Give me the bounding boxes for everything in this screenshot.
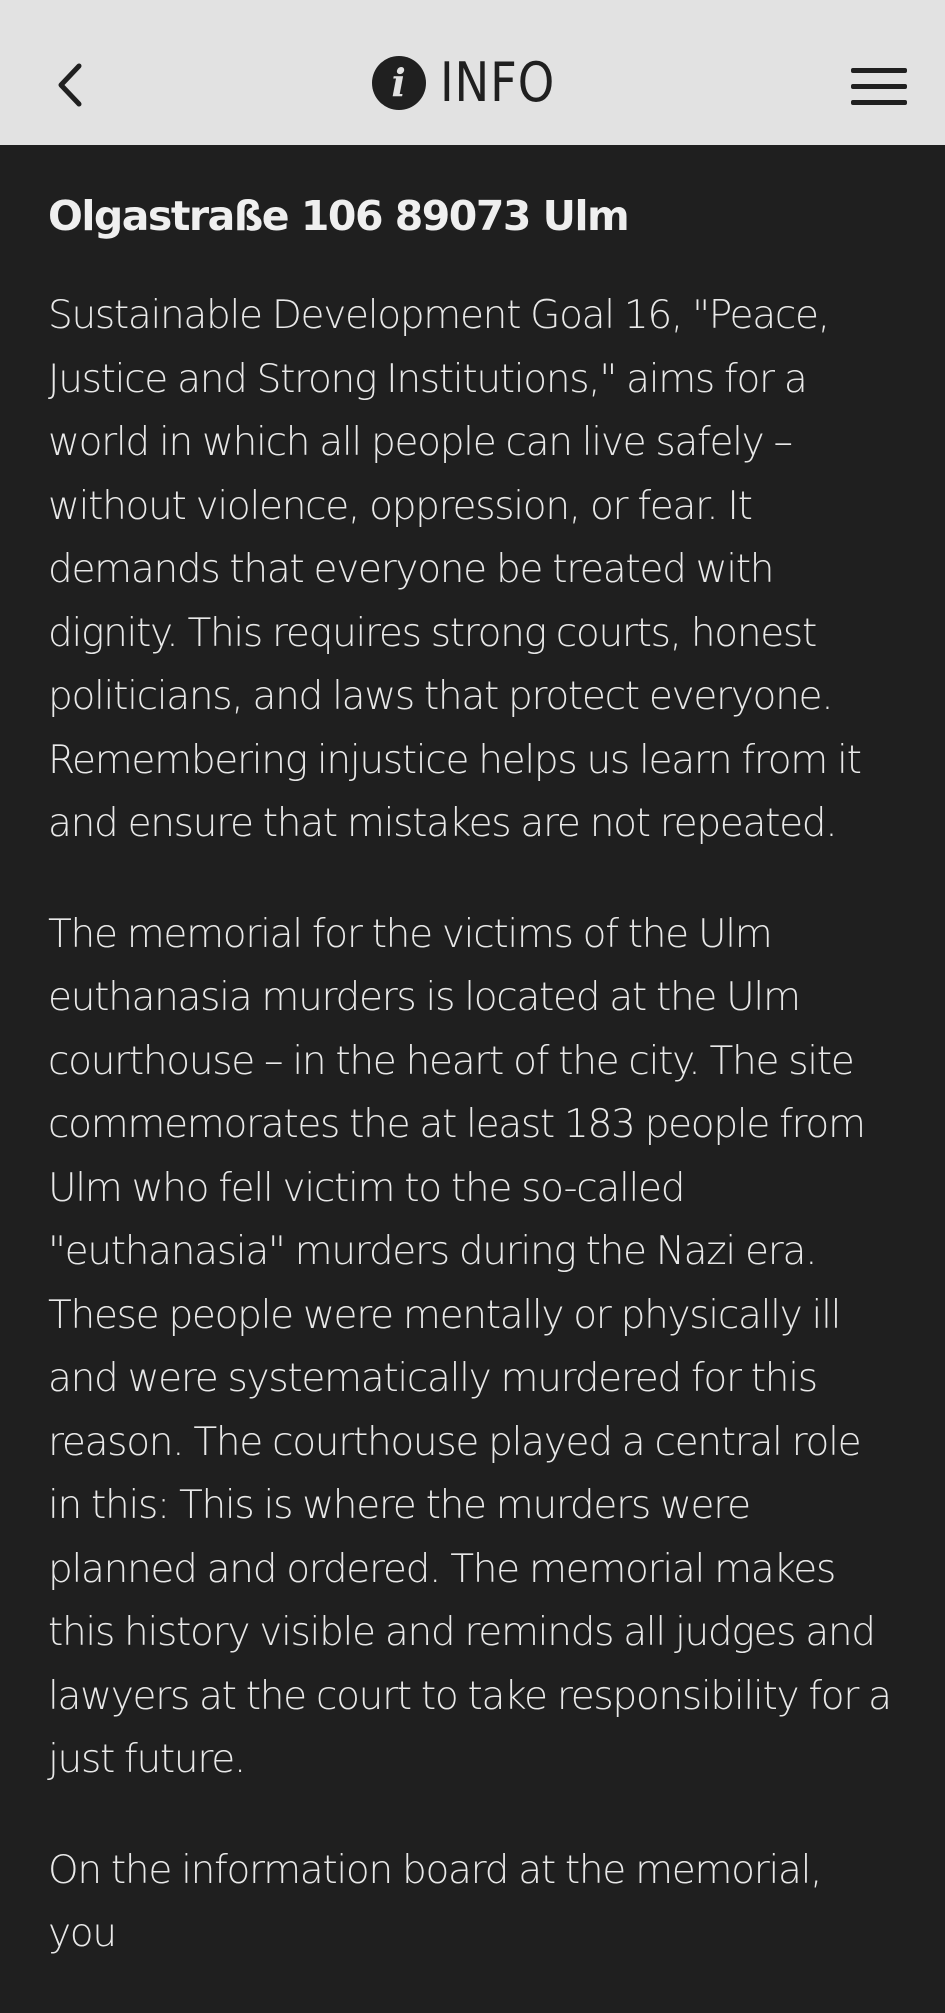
paragraph-memorial: The memorial for the victims of the Ulm euthanasia murders is located at the Ulm courthouse – in the heart of the city. The site commemorates the at least 183 people from Ulm who fell victim to the so-called "euthanasia" murders during the Nazi era. These people were mentally or physically ill and were systematically murdered for this reason. The courthouse played a central role in this: This is where the murders were planned and ordered. The memorial makes this history visible and reminds all judges and lawyers at the court to take responsibility for a just future. <box>48 911 891 1782</box>
menu-button[interactable] <box>851 64 907 108</box>
info-circle-icon: i <box>372 56 426 110</box>
address-heading: Olgastraße 106 89073 Ulm <box>48 192 629 240</box>
paragraph-info-board: On the information board at the memorial, you <box>48 1847 822 1956</box>
hamburger-line <box>851 100 907 105</box>
paragraph-sdg16: Sustainable Development Goal 16, "Peace, Justice and Strong Institutions," aims for a world in which all people can live safely – without violence, oppression, or fear. It demands that everyone be treated with dignity. This requires strong courts, honest politicians, and laws that protect everyone. Remembering injustice helps us learn from it and ensure that mistakes are not repeated. <box>48 293 861 846</box>
hamburger-line <box>851 84 907 89</box>
top-app-bar <box>0 0 945 145</box>
page-title: INFO <box>439 51 555 114</box>
hamburger-menu-icon <box>851 68 907 73</box>
info-content <box>48 188 898 2013</box>
page-title-group <box>0 51 945 114</box>
